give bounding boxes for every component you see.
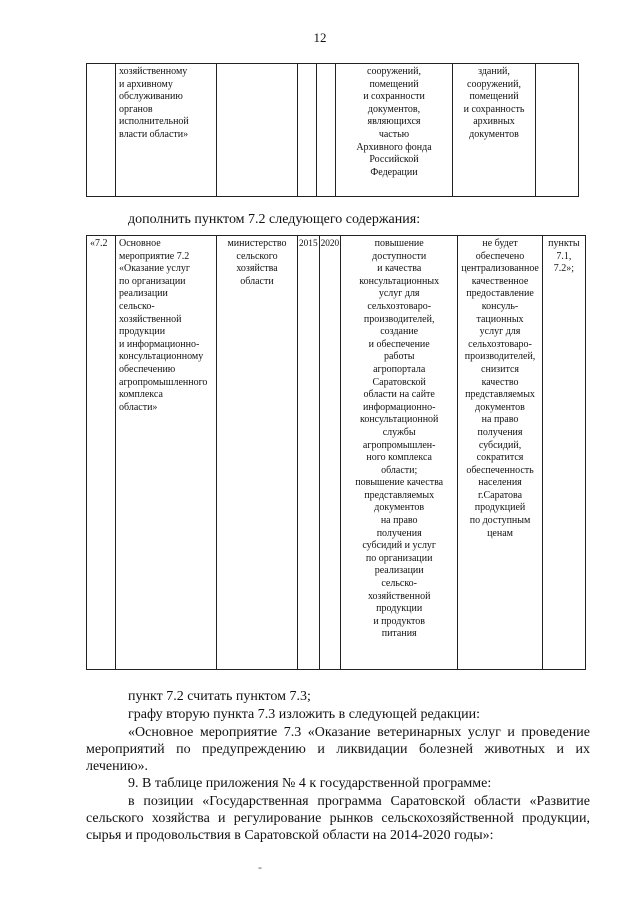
- cell-consequence: не будет обеспечено централизованное качественное предоставление консуль- тационных услуг для сельхозтоваро- производителей, снизится качество представляемых документов на право получения субсидий, сократится обеспеченность населения г.Саратова продукцией по доступным ценам: [458, 236, 543, 670]
- page-number: 12: [313, 30, 327, 45]
- cell-link: [536, 64, 579, 197]
- table-item-7-2: [86, 235, 586, 670]
- intro-line: дополнить пунктом 7.2 следующего содержания:: [128, 212, 421, 227]
- paragraph-renumber: пункт 7.2 считать пунктом 7.3;: [128, 689, 311, 704]
- cell-title: Основное мероприятие 7.2 «Оказание услуг по организации реализации сельско- хозяйственной продукции и информационно- консультационному обеспечению агропромышленного комплекса области»: [116, 236, 217, 670]
- table-row: [87, 236, 586, 670]
- paragraph-column-two: графу вторую пункта 7.3 изложить в следующей редакции:: [128, 707, 481, 722]
- footer-mark: -: [258, 860, 262, 874]
- cell-result: повышение доступности и качества консультационных услуг для сельхозтоваро- производителей, создание и обеспечение работы агропортала Саратовской области на сайте информационно- консультационной службы агропромышлен- ного комплекса области; повышение качества представляемых документов на право получения субсидий и услуг по организации реализации сельско- хозяйственной продукции и продуктов питания: [341, 236, 458, 670]
- cell-title: хозяйственному и архивному обслуживанию органов исполнительной власти области»: [116, 64, 217, 197]
- table-row: [87, 64, 579, 197]
- paragraph-position: в позиции «Государственная программа Саратовской области «Развитие сельского хозяйства и регулирование рынков сельскохозяйственной продукции, сырья и продовольствия в Саратовской области на 2014-2020 годы»:: [86, 794, 590, 843]
- paragraph-measure-7-3: «Основное мероприятие 7.3 «Оказание ветеринарных услуг и проведение мероприятий по предупреждению и ликвидации болезней животных и их лечению».: [86, 725, 590, 774]
- table-continuation: [86, 63, 579, 197]
- cell-number: [87, 64, 116, 197]
- cell-number: «7.2: [87, 236, 116, 670]
- cell-consequence: зданий, сооружений, помещений и сохранность архивных документов: [453, 64, 536, 197]
- cell-year-start: [298, 64, 317, 197]
- cell-year-end: 2020: [319, 236, 341, 670]
- cell-executor: [217, 64, 298, 197]
- cell-result: сооружений, помещений и сохранности документов, являющихся частью Архивного фонда Российской Федерации: [336, 64, 453, 197]
- cell-year-start: 2015: [298, 236, 320, 670]
- paragraph-item-9: 9. В таблице приложения № 4 к государственной программе:: [128, 776, 492, 791]
- cell-link: пункты 7.1, 7.2»;: [542, 236, 585, 670]
- cell-year-end: [317, 64, 336, 197]
- cell-executor: министерство сельского хозяйства области: [217, 236, 298, 670]
